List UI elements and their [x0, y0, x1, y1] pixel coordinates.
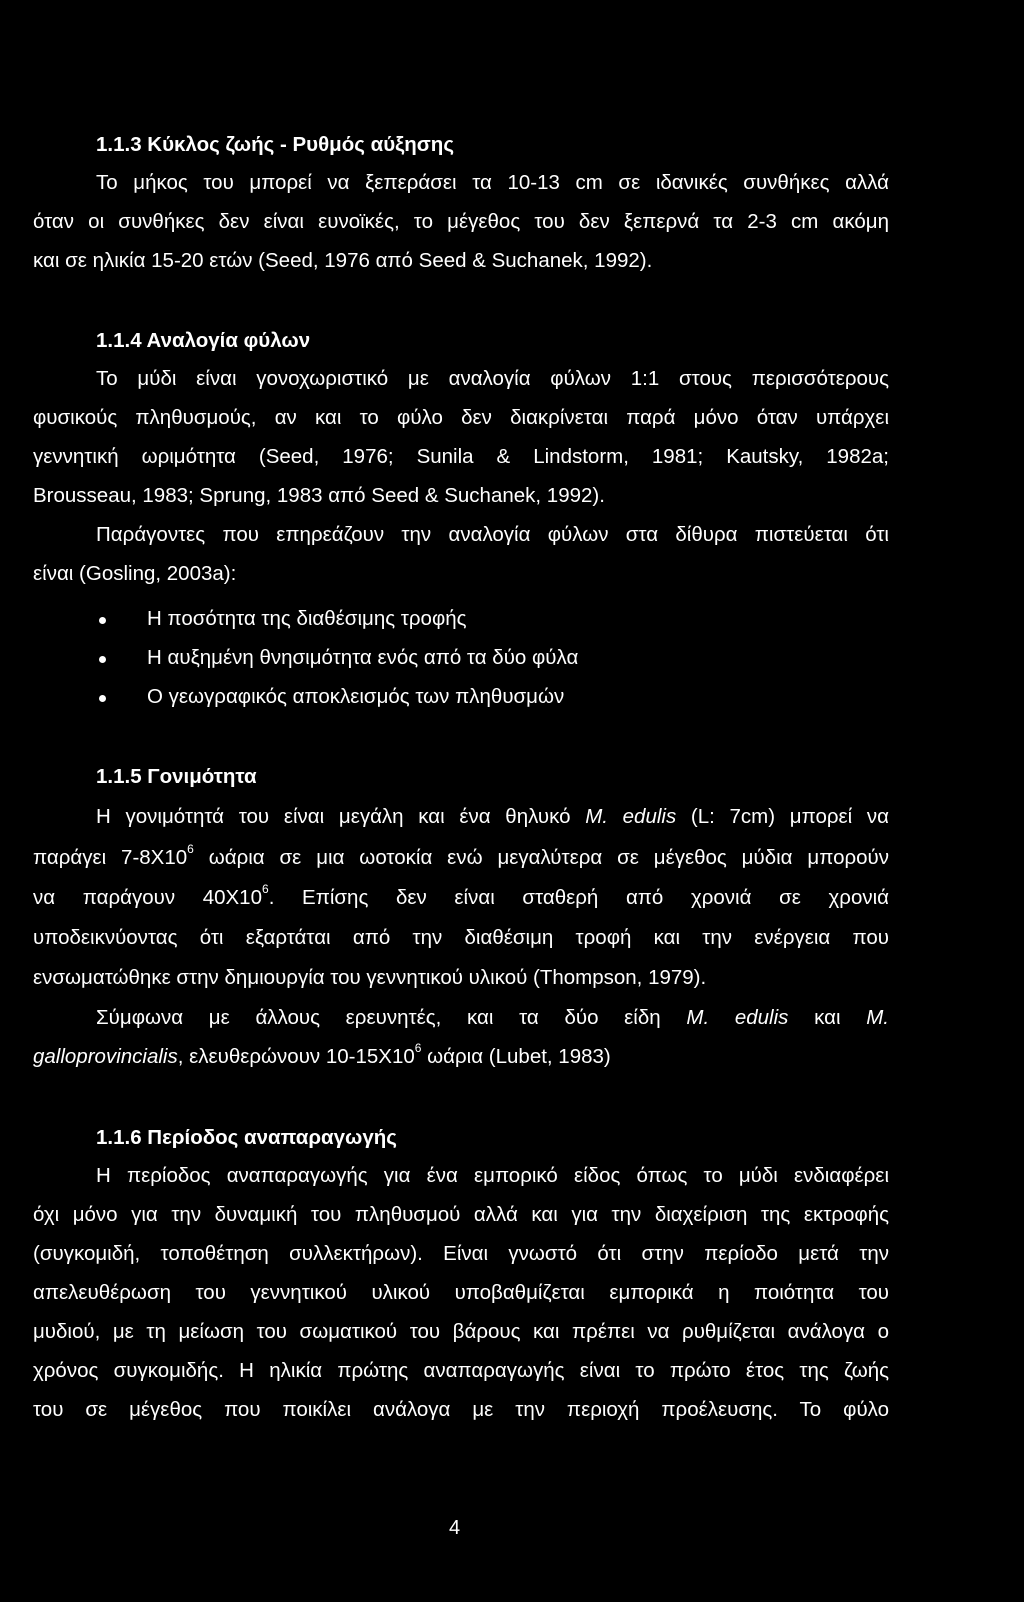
- paragraph-line: απελευθέρωση του γεννητικού υλικού υποβαθμίζεται εμπορικά η ποιότητα του: [33, 1281, 889, 1304]
- species-name: M. edulis: [585, 805, 677, 828]
- paragraph-line: να παράγουν $40X10^6$. Επίσης δεν είναι σταθερή από χρονιά σε χρονιά: [33, 882, 889, 909]
- bullet-icon: [99, 695, 106, 702]
- section-heading-1-1-3: 1.1.3 Κύκλος ζωής - Ρυθμός αύξησης: [96, 133, 454, 156]
- paragraph-line: φυσικούς πληθυσμούς, αν και το φύλο δεν διακρίνεται παρά μόνο όταν υπάρχει: [33, 406, 889, 429]
- paragraph-line: μυδιού, με τη μείωση του σωματικού του βάρους και πρέπει να ρυθμίζεται ανάλογα ο: [33, 1320, 889, 1343]
- paragraph-line: galloprovincialis, ελευθερώνουν $10-15X10^6$ ωάρια (Lubet, 1983): [33, 1041, 611, 1068]
- paragraph-line: και σε ηλικία 15-20 ετών (Seed, 1976 από Seed & Suchanek, 1992).: [33, 249, 653, 272]
- section-heading-1-1-6: 1.1.6 Περίοδος αναπαραγωγής: [96, 1126, 397, 1149]
- list-item-label: Ο γεωγραφικός αποκλεισμός των πληθυσμών: [147, 685, 565, 708]
- paragraph-line: Η περίοδος αναπαραγωγής για ένα εμπορικό είδος όπως το μύδι ενδιαφέρει: [96, 1164, 889, 1187]
- species-name: M.: [866, 1006, 890, 1029]
- paragraph-line: είναι (Gosling, 2003a):: [33, 562, 237, 585]
- paragraph-line: όταν οι συνθήκες δεν είναι ευνοϊκές, το μέγεθος του δεν ξεπερνά τα 2-3 cm ακόμη: [33, 210, 889, 233]
- list-item-label: Η ποσότητα της διαθέσιμης τροφής: [147, 607, 467, 630]
- paragraph-line: υποδεικνύοντας ότι εξαρτάται από την διαθέσιμη τροφή και την ενέργεια που: [33, 926, 889, 949]
- paragraph-line: Παράγοντες που επηρεάζουν την αναλογία φύλων στα δίθυρα πιστεύεται ότι: [96, 523, 889, 546]
- paragraph-line: (συγκομιδή, τοποθέτηση συλλεκτήρων). Είναι γνωστό ότι στην περίοδο μετά την: [33, 1242, 889, 1265]
- paragraph-line: Το μύδι είναι γονοχωριστικό με αναλογία φύλων 1:1 στους περισσότερους: [96, 367, 889, 390]
- page-number: 4: [449, 1517, 461, 1539]
- bullet-icon: [99, 656, 106, 663]
- bullet-icon: [99, 617, 106, 624]
- paragraph-line: Σύμφωνα με άλλους ερευνητές, και τα δύο είδη M. edulis και M.: [96, 1006, 890, 1029]
- paragraph-line: χρόνος συγκομιδής. Η ηλικία πρώτης αναπαραγωγής είναι το πρώτο έτος της ζωής: [33, 1359, 889, 1382]
- section-heading-1-1-4: 1.1.4 Αναλογία φύλων: [96, 329, 311, 352]
- paragraph-line: Το μήκος του μπορεί να ξεπεράσει τα 10-13 cm σε ιδανικές συνθήκες αλλά: [96, 171, 889, 194]
- paragraph-line: όχι μόνο για την δυναμική του πληθυσμού αλλά και για την διαχείριση της εκτροφής: [33, 1203, 889, 1226]
- section-heading-1-1-5: 1.1.5 Γονιμότητα: [96, 765, 257, 788]
- paragraph-line: ενσωματώθηκε στην δημιουργία του γεννητικού υλικού (Thompson, 1979).: [33, 966, 707, 989]
- paragraph-line: παράγει $7-8X10^6$ ωάρια σε μια ωοτοκία ενώ μεγαλύτερα σε μέγεθος μύδια μπορούν: [33, 842, 889, 869]
- species-name: M. edulis: [686, 1006, 789, 1029]
- paragraph-line: Brousseau, 1983; Sprung, 1983 από Seed & Suchanek, 1992).: [33, 484, 605, 507]
- paragraph-line: Η γονιμότητά του είναι μεγάλη και ένα θηλυκό M. edulis (L: 7cm) μπορεί να: [96, 805, 889, 828]
- paragraph-line: γεννητική ωριμότητα (Seed, 1976; Sunila & Lindstorm, 1981; Kautsky, 1982a;: [33, 445, 889, 468]
- list-item-label: Η αυξημένη θνησιμότητα ενός από τα δύο φύλα: [147, 646, 579, 669]
- paragraph-line: του σε μέγεθος που ποικίλει ανάλογα με την περιοχή προέλευσης. Το φύλο: [33, 1398, 889, 1421]
- species-name: galloprovincialis: [33, 1045, 178, 1068]
